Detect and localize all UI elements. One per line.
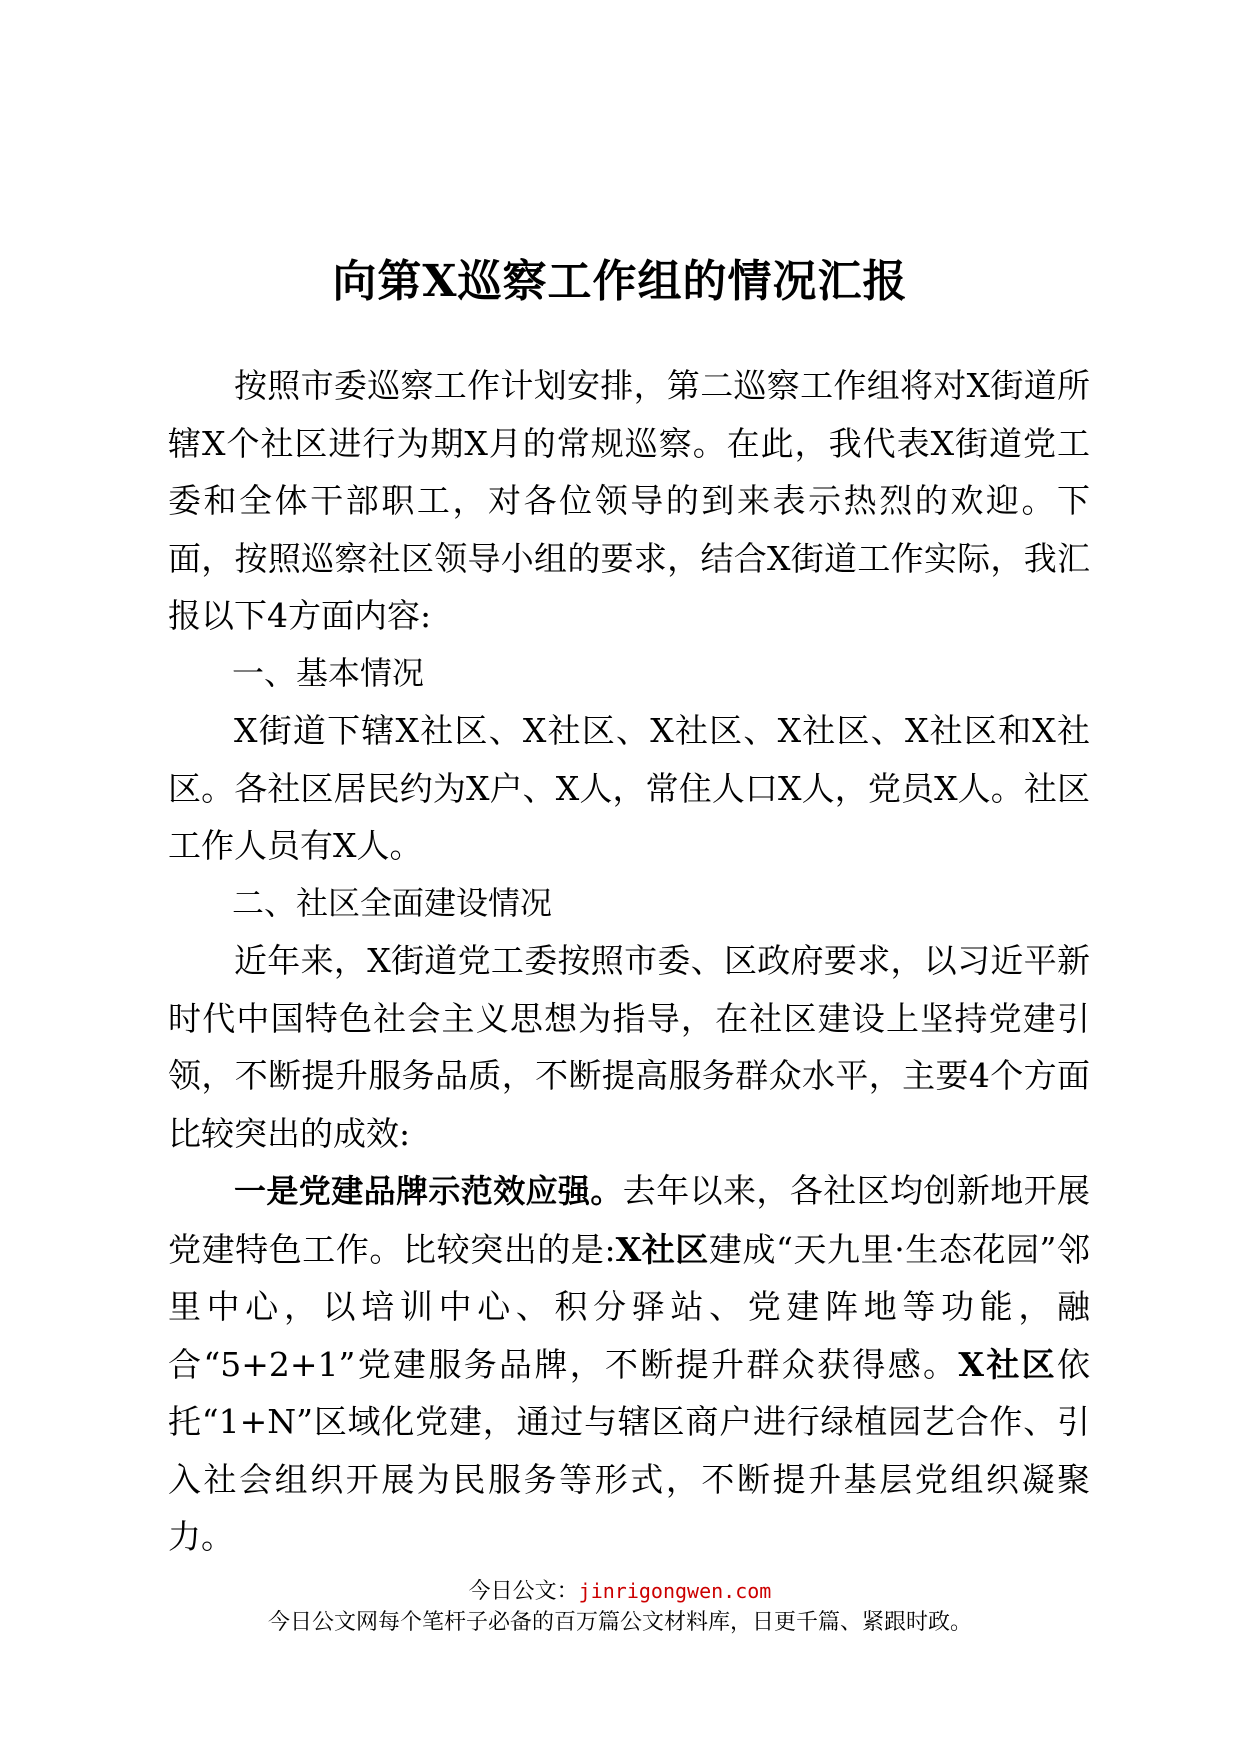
document-body [168, 357, 1090, 1566]
community-name-b: X社区 [958, 1344, 1057, 1384]
section-heading-basic-info: 一、基本情况 [232, 653, 425, 692]
party-brand-paragraph [168, 1162, 1090, 1566]
footer-slogan: 今日公文网每个笔杆子必备的百万篇公文材料库，日更千篇、紧跟时政。 [267, 1610, 972, 1635]
document-title: 向第X巡察工作组的情况汇报 [332, 256, 908, 307]
party-brand-text-c: 依托“1+N”区域化党建，通过与辖区商户进行绿植园艺合作、引入社会组织开展为民服务等形式，不断提升基层党组织凝聚力。 [168, 1344, 1090, 1556]
footer-site-url[interactable]: jinrigongwen.com [578, 1579, 772, 1603]
party-brand-text-a: 去年以来，各社区均创新地开展党建特色工作。比较突出的是: [168, 1171, 1090, 1269]
footer-site-line [0, 1576, 1240, 1607]
footer-site-label: 今日公文： [468, 1579, 579, 1604]
party-brand-lead: 一是党建品牌示范效应强。 [234, 1172, 623, 1210]
party-brand-text-b: 建成“天九里·生态花园”邻里中心，以培训中心、积分驿站、党建阵地等功能，融合“5+2+1”党建服务品牌，不断提升群众获得感。 [168, 1229, 1090, 1384]
section-heading-community-construction: 二、社区全面建设情况 [232, 883, 553, 922]
intro-paragraph: 按照市委巡察工作计划安排，第二巡察工作组将对X街道所辖X个社区进行为期X月的常规巡察。在此，我代表X街道党工委和全体干部职工，对各位领导的到来表示热烈的欢迎。下面，按照巡察社区领导小组的要求，结合X街道工作实际，我汇报以下4方面内容: [168, 366, 1090, 635]
community-construction-paragraph: 近年来，X街道党工委按照市委、区政府要求，以习近平新时代中国特色社会主义思想为指导，在社区建设上坚持党建引领，不断提升服务品质，不断提高服务群众水平，主要4个方面比较突出的成效: [168, 941, 1090, 1153]
basic-info-paragraph: X街道下辖X社区、X社区、X社区、X社区、X社区和X社区。各社区居民约为X户、X人，常住人口X人，党员X人。社区工作人员有X人。 [168, 711, 1090, 865]
community-name-a: X社区 [615, 1229, 709, 1269]
